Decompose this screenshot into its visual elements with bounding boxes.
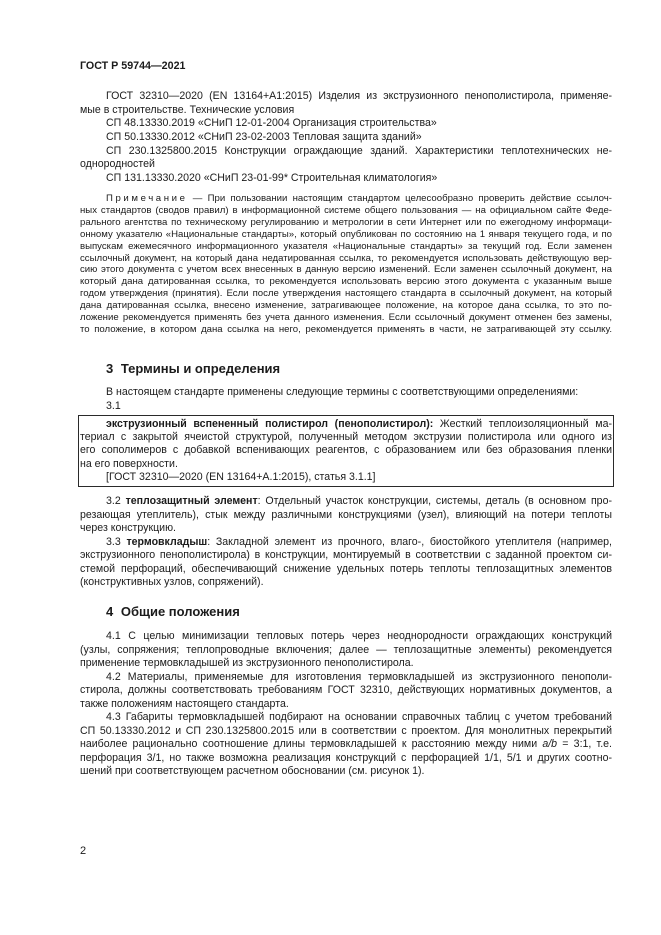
note-line: рального агентства по техническому регулированию и метрологии в сети Интернет или по ежегодному информаци-	[80, 216, 612, 228]
note-line: ссылочный документ, на который дана недатированная ссылка, то рекомендуется использовать действующую вер-	[80, 252, 612, 264]
clause-line: 4.3 Габариты термовкладышей подбирают на основании справочных таблиц с учетом требований	[106, 711, 612, 723]
note-line: выпускам ежемесячного информационного указателя «Национальные стандарты» за текущий год. Если заменен	[80, 240, 612, 252]
reference-line: однородностей	[80, 158, 155, 171]
reference-line: СП 230.1325800.2015 Конструкции ограждающие зданий. Характеристики теплотехнических не-	[106, 144, 612, 157]
note-line: онному указателю «Национальные стандарты», который опубликован по состоянию на 1 января текущего года, и по	[80, 228, 612, 240]
definition-line: на его поверхности.	[80, 457, 178, 470]
clause-text: наиболее рационально соотношение длины термовкладышей к расстоянию между ними	[80, 738, 538, 750]
reference-line: мые в строительстве. Технические условия	[80, 103, 295, 116]
clause-text: = 3:1, т.е.	[562, 738, 613, 750]
clause-line: перфорация 3/1, но также возможна реализация конструкций с перфорацией 1/1, 5/1 и других соотно-	[80, 751, 612, 764]
clause-line: стирола, должны соответствовать требованиям ГОСТ 32310, действующих нормативных документов, а	[80, 684, 612, 696]
definition-line	[80, 418, 612, 431]
section-intro	[80, 386, 612, 413]
section-heading	[80, 361, 638, 377]
definition-text: : Отдельный участок конструкции, системы, деталь (в основном про-	[257, 495, 612, 507]
clause-line: 4.2 Материалы, применяемые для изготовления термовкладышей из экструзионного пенополи-	[106, 670, 612, 683]
note-line: ных стандартов (сводов правил) в информационной системе общего пользования — на официальном сайте Феде-	[80, 204, 612, 216]
definition-line	[80, 495, 612, 509]
term-number: 3.3	[106, 535, 121, 548]
clause-line: применение термовкладышей из экструзионного пенополистирола.	[80, 657, 414, 669]
definition-line	[80, 536, 612, 550]
reference-line: СП 131.13330.2020 «СНиП 23-01-99* Строительная климатология»	[106, 172, 438, 185]
clause-line: также положениям настоящего стандарта.	[80, 697, 289, 710]
section-title: Термины и определения	[120, 361, 281, 376]
note-text: — При пользовании настоящим стандартом целесообразно проверить действие ссылоч-	[192, 193, 612, 204]
note-line: сию этого документа с учетом всех внесенных в данную версию изменений. Если заменен ссылочный документ, на	[80, 264, 612, 276]
definition-text: : Закладной элемент из прочного, влаго-, биостойкого утеплителя (например,	[207, 535, 612, 548]
definition-line: резающая утеплитель), стык между различными конструкциями (узел), влияющий на потери теплоты	[80, 508, 612, 521]
note-label: Примечание	[106, 193, 188, 204]
ratio-symbol: a/b	[542, 738, 558, 750]
clause-line: СП 50.13330.2012 и СП 230.1325800.2015 или в соответствии с проектом. Для монолитных перекрытий	[80, 724, 612, 737]
definition-line: экструзионного пенополистирола) в конструкции, монтируемый в соответствии с заданной проектом си-	[80, 549, 612, 561]
definition-line: стемой перфораций, обеспечивающий снижение удельных потерь теплоты теплозащитных элементов	[80, 562, 612, 575]
clauses-block	[80, 630, 612, 779]
term-name: термовкладыш	[126, 535, 208, 548]
note-line: который дана датированная ссылка, то рекомендуется использовать версию этого документа с указанным выше	[80, 276, 612, 288]
note-line	[80, 193, 612, 205]
definition-text: Жесткий теплоизоляционный ма-	[439, 418, 612, 430]
term-number: 3.1	[106, 399, 121, 412]
section-number: 3	[106, 361, 114, 376]
note-block	[80, 193, 612, 336]
reference-line: ГОСТ 32310—2020 (EN 13164+A1:2015) Изделия из экструзионного пенополистирола, применяе-	[106, 90, 612, 102]
clause-line: шений при соответствующем расчетном обосновании (см. рисунок 1).	[80, 765, 425, 777]
note-line: ложение рекомендуется применять без учета данного изменения. Если ссылочный документ отменен без замены,	[80, 312, 612, 324]
clause-line	[80, 738, 612, 752]
term-name: теплозащитный элемент	[125, 495, 258, 507]
definition-box	[78, 415, 614, 487]
term-number: 3.2	[106, 495, 121, 507]
section-number: 4	[106, 604, 114, 619]
section-heading	[80, 604, 638, 620]
definition-line: териал с закрытой ячеистой структурой, полученный методом экструзии полистирола или одного из	[80, 431, 612, 444]
terms-block	[80, 495, 612, 590]
definition-source: [ГОСТ 32310—2020 (EN 13164+A.1:2015), статья 3.1.1]	[106, 470, 376, 483]
note-line: то положение, в котором дана ссылка на него, рекомендуется применять в части, не затрагивающей эту ссылку.	[80, 323, 612, 335]
note-line: годом утверждения (принятия). Если после утверждения настоящего стандарта в ссылочный документ, на который	[80, 288, 612, 300]
definition-line: (конструктивных узлов, сопряжений).	[80, 576, 264, 588]
page-number: 2	[80, 845, 87, 857]
note-line: дана датированная ссылка, внесено изменение, затрагивающее положение, на которое дана ссылка, то это по-	[80, 300, 612, 312]
definition-line: через конструкцию.	[80, 522, 176, 534]
term-name: экструзионный вспененный полистирол (пенополистирол):	[106, 418, 434, 430]
reference-line: СП 48.13330.2019 «СНиП 12-01-2004 Организация строительства»	[106, 117, 437, 130]
clause-line: 4.1 С целью минимизации тепловых потерь через неоднородности ограждающих конструкций	[106, 630, 612, 642]
definition-line: его сополимеров с добавкой вспенивающих реагентов, с образованием или без образования пленки	[80, 444, 612, 457]
references-list	[80, 90, 612, 186]
reference-line: СП 50.13330.2012 «СНиП 23-02-2003 Тепловая защита зданий»	[106, 131, 422, 144]
intro-line: В настоящем стандарте применены следующие термины с соответствующими определениями:	[106, 386, 579, 399]
document-header: ГОСТ Р 59744—2021	[80, 60, 186, 72]
clause-line: (узлы, сопряжения; теплопроводные включения; далее — теплозащитные элементы) рекомендуется	[80, 643, 612, 656]
section-title: Общие положения	[120, 604, 240, 619]
